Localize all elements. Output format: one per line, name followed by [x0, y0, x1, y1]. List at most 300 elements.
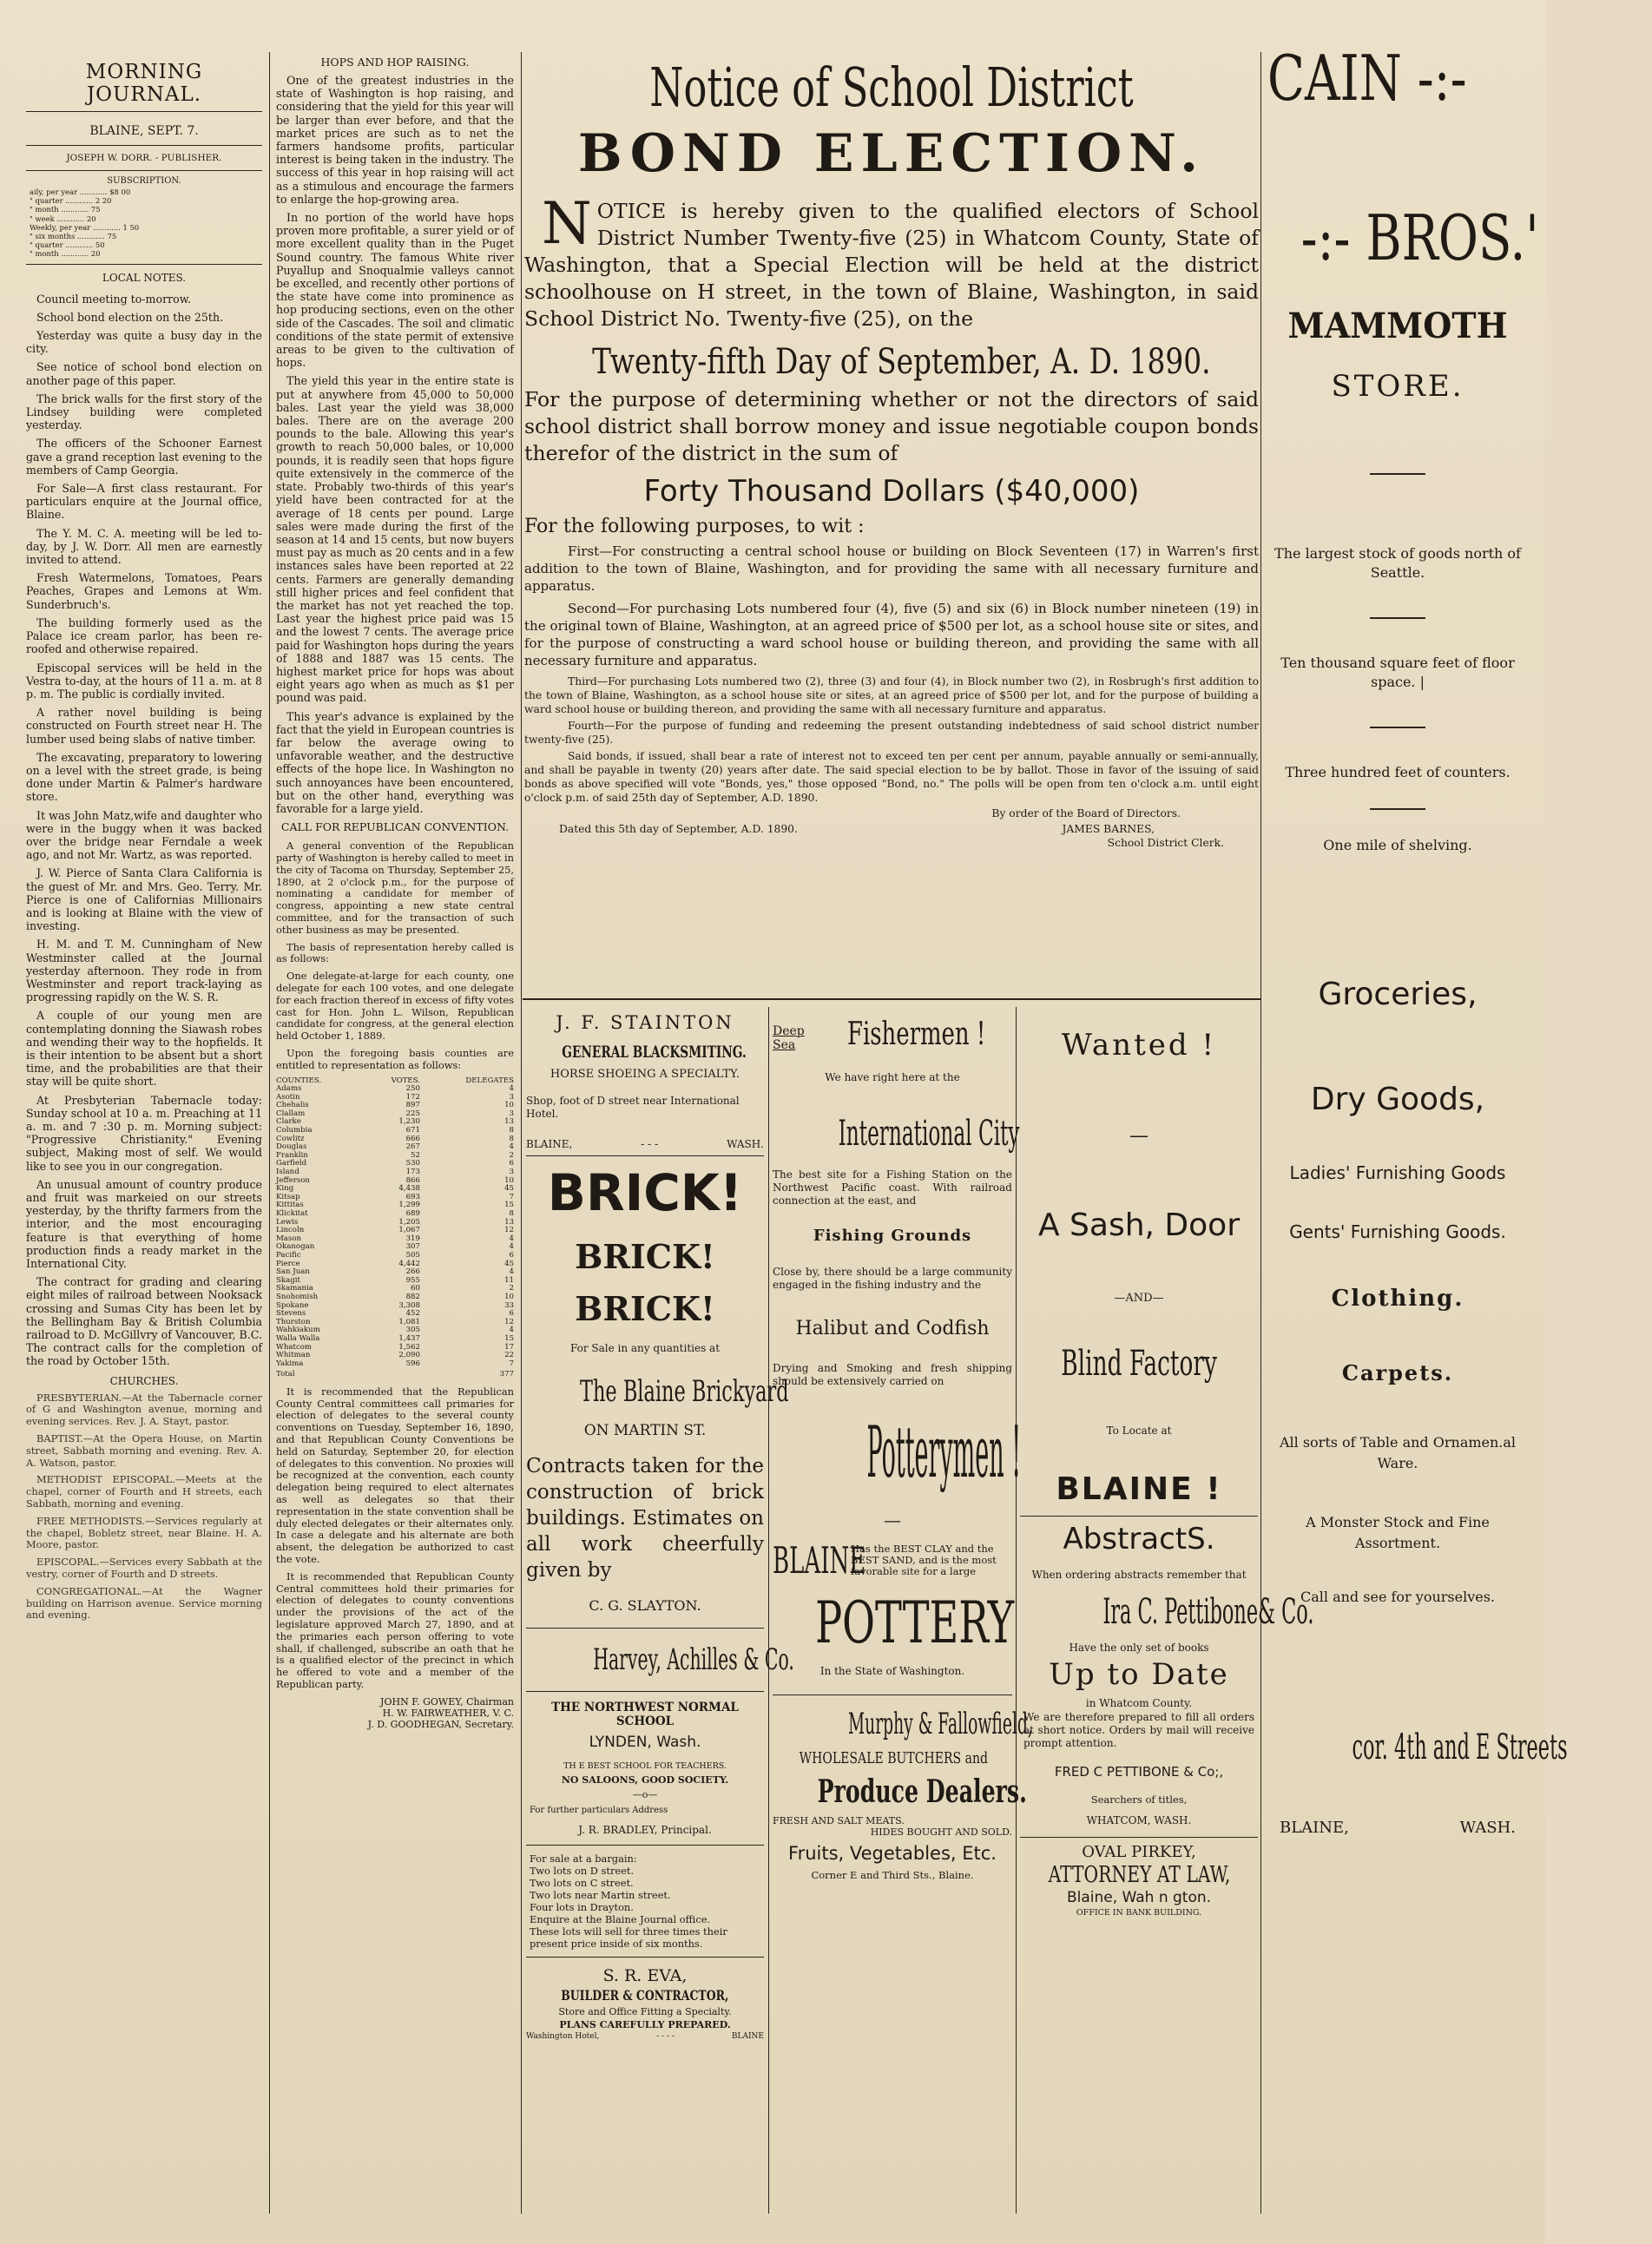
eva-office: Store and Office Fitting a Specialty. — [558, 2006, 732, 2017]
notice-amount: Forty Thousand Dollars ($40,000) — [643, 474, 1140, 509]
table-total-value: 377 — [499, 1370, 514, 1379]
abs-when: When ordering abstracts remember that — [1031, 1569, 1247, 1581]
county-votes: 4,442 — [398, 1259, 420, 1268]
normal-best: TH E BEST SCHOOL FOR TEACHERS. — [563, 1761, 727, 1771]
local-note: H. M. and T. M. Cunningham of New Westminster called at the Journal yesterday afternoon. They rode in from Westminster and report track-laying as progressing rapidly on the W. S. R. — [26, 938, 262, 1004]
brick-sale: For Sale in any quantities at — [569, 1342, 721, 1354]
fish-close: Close by, there should be a large community engaged in the fishing industry and the — [773, 1266, 1012, 1291]
deep-sea: Deep Sea — [773, 1024, 805, 1052]
county-name: Columbia — [276, 1126, 313, 1135]
county-delegates: 4 — [509, 1267, 514, 1277]
to-locate: To Locate at — [1106, 1425, 1172, 1437]
county-name: Garfield — [276, 1159, 307, 1168]
county-name: Okanogan — [276, 1242, 315, 1252]
normal-further: For further particulars Address — [530, 1806, 668, 1815]
cain-heading: CAIN -:- — [1267, 42, 1467, 115]
county-votes: 267 — [405, 1142, 420, 1152]
county-votes: 666 — [405, 1134, 420, 1143]
store: STORE. — [1331, 369, 1464, 404]
local-note: See notice of school bond election on another page of this paper. — [26, 360, 262, 387]
fishermen-heading: Deep Sea Fishermen ! — [773, 1017, 986, 1052]
brickyard: The Blaine Brickyard — [579, 1374, 789, 1409]
county-delegates: 45 — [504, 1259, 514, 1268]
county-votes: 225 — [405, 1109, 420, 1118]
column-rule — [768, 1007, 769, 2214]
stainton-horseshoeing: HORSE SHOEING A SPECIALTY. — [550, 1068, 740, 1081]
county-votes: 1,230 — [398, 1117, 420, 1127]
table-row — [276, 1160, 514, 1168]
county-votes: 172 — [405, 1092, 420, 1102]
county-name: Chehalis — [276, 1101, 309, 1110]
meats: FRESH AND SALT MEATS. — [773, 1815, 905, 1826]
normal-principal: J. R. BRADLEY, Principal. — [578, 1824, 712, 1836]
notice-purpose: For the purpose of determining whether or not the directors of said school district shall borrow money and issue negotiable coupon bonds therefor of the district in the sum of — [524, 387, 1259, 465]
halibut: Halibut and Codfish — [795, 1318, 990, 1339]
county-name: Jefferson — [276, 1175, 310, 1185]
call-paragraph: A general convention of the Republican party of Washington is hereby called to meet in the city of Tacoma on Thursday, September 25, 1890, at 2 o'clock p.m., for the purpose of nominating a candidate for member of congress, appointing a new state central committee, and for the transaction of such other business as may be presented. — [276, 839, 514, 936]
county-votes: 173 — [405, 1168, 420, 1177]
carpets: Carpets. — [1341, 1360, 1454, 1385]
stainton-city: BLAINE, — [526, 1138, 573, 1150]
county-delegates: 22 — [504, 1351, 514, 1360]
rate-line: " month ............ 75 — [30, 205, 101, 214]
local-note: The Y. M. C. A. meeting will be led to-day, by J. W. Dorr. All men are earnestly invited to attend. — [26, 526, 262, 567]
table-row — [276, 1185, 514, 1194]
table-row — [276, 1302, 514, 1311]
call-paragraph: The basis of representation hereby called is as follows: — [276, 940, 514, 965]
county-delegates: 45 — [504, 1184, 514, 1194]
county-delegates: 7 — [509, 1359, 514, 1368]
ladies: Ladies' Furnishing Goods — [1289, 1162, 1506, 1183]
county-name: Adams — [276, 1084, 302, 1094]
county-name: San Juan — [276, 1267, 310, 1277]
subscription-rates — [30, 188, 259, 259]
ten-thousand: Ten thousand square feet of floor space. | — [1280, 655, 1515, 690]
county-delegates: 12 — [504, 1226, 514, 1235]
abs-prepared: We are therefore prepared to fill all orders at short notice. Orders by mail will receive prompt attention. — [1023, 1711, 1254, 1749]
brick-person: C. G. SLAYTON. — [589, 1597, 701, 1614]
county-name: Kitsap — [276, 1192, 300, 1201]
eva-plans: PLANS CAREFULLY PREPARED. — [559, 2019, 731, 2030]
produce: Produce Dealers. — [817, 1773, 1027, 1810]
county-name: Mason — [276, 1234, 302, 1243]
local-note: An unusual amount of country produce and fruit was markeied on our streets yesterday, by the thrifty farmers from the interior, and the most encouraging feature is that everything of home production finds a ready market in the International City. — [26, 1177, 262, 1271]
mammoth: MAMMOTH — [1287, 306, 1508, 346]
county-votes: 319 — [405, 1234, 420, 1243]
table-row — [276, 1152, 514, 1161]
local-note: A rather novel building is being constructed on Fourth street near H. The lumber used being slabs of native timber. — [26, 706, 262, 746]
county-votes: 1,299 — [398, 1201, 420, 1210]
county-delegates: 3 — [509, 1168, 514, 1177]
local-note: The excavating, preparatory to lowering on a level with the street grade, is being done under Martin & Palmer's hardware store. — [26, 750, 262, 804]
call-paragraph: Upon the foregoing basis counties are entitled to representation as follows: — [276, 1046, 514, 1071]
local-note: Yesterday was quite a busy day in the city. — [26, 329, 262, 356]
county-delegates: 13 — [504, 1117, 514, 1127]
county-name: Walla Walla — [276, 1333, 320, 1343]
church-entry: CONGREGATIONAL.—At the Wagner building on Harrison avenue. Service morning and evening. — [26, 1584, 262, 1622]
table-row — [276, 1168, 514, 1177]
local-notes-heading: LOCAL NOTES. — [102, 271, 187, 284]
fruits: Fruits, Vegetables, Etc. — [788, 1843, 997, 1864]
table-row — [276, 1293, 514, 1302]
table-row — [276, 1352, 514, 1360]
county-delegates: 6 — [509, 1309, 514, 1319]
local-note: Episcopal services will be held in the Vestra to-day, at the hours of 11 a. m. at 8 p. m. The public is cordially invited. — [26, 661, 262, 701]
local-note: Council meeting to-morrow. — [36, 292, 191, 306]
bond-notice — [524, 54, 1259, 996]
table-row — [276, 1102, 514, 1110]
county-delegates: 8 — [509, 1209, 514, 1219]
blaine-clay-block — [773, 1539, 1012, 1582]
county-name: Cowlitz — [276, 1134, 305, 1143]
searchers: Searchers of titles, — [1090, 1793, 1188, 1806]
local-note: The officers of the Schooner Earnest gave a grand reception last evening to the members of Camp Georgia. — [26, 437, 262, 477]
murphy: Murphy & Fallowfield, — [848, 1707, 1033, 1741]
normal-title: THE NORTHWEST NORMAL SCHOOL — [551, 1701, 739, 1728]
call-article — [276, 840, 514, 1071]
county-votes: 897 — [405, 1101, 420, 1110]
stainton-shop: Shop, foot of D street near International Hotel. — [526, 1095, 740, 1120]
call-see: Call and see for yourselves. — [1300, 1589, 1496, 1605]
fishing-grounds: Fishing Grounds — [813, 1227, 972, 1245]
hops-article — [276, 74, 514, 815]
county-votes: 266 — [405, 1267, 420, 1277]
notice-dated: Dated this 5th day of September, A.D. 1890. — [559, 823, 798, 835]
and-word: —AND— — [1114, 1292, 1164, 1305]
table-header: DELEGATES — [465, 1076, 514, 1085]
county-votes: 505 — [405, 1250, 420, 1260]
county-delegates: 2 — [509, 1150, 514, 1160]
notice-bonds: Said bonds, if issued, shall bear a rate of interest not to exceed ten per cent per annum, payable annually or semi-annually, and shall be payable in twenty (20) years after date. The said special election to be by ballot. Those in favor of the issuing of said bonds as above specified will vote "Bonds, yes," those opposed "Bond, no." The polls will be open from ten o'clock a.m. until eight o'clock p.m. of said 25th day of September, A.D. 1890. — [524, 750, 1259, 804]
cain-address — [1280, 1819, 1516, 1837]
bargain-ad: For sale at a bargain: Two lots on D street. Two lots on C street. Two lots near Martin street. Four lots in Drayton. Enquire at the Blaine Journal office. These lots will sell for three times their present price inside of six months. — [530, 1852, 727, 1950]
church-entry: METHODIST EPISCOPAL.—Meets at the chapel, corner of Fourth and H streets, each Sabbath, morning and evening. — [26, 1473, 262, 1510]
churches-list — [26, 1392, 262, 1622]
cain-bros-column — [1267, 35, 1568, 2222]
cain-corner: cor. 4th and E Streets — [1352, 1727, 1568, 1767]
county-votes: 4,438 — [398, 1184, 420, 1194]
eva-title: BUILDER & CONTRACTOR, — [561, 1987, 729, 2004]
county-name: Lincoln — [276, 1226, 305, 1235]
brick-contracts: Contracts taken for the construction of brick buildings. Estimates on all work cheerfully given by — [526, 1455, 764, 1582]
eva-separator: - - - - — [656, 2032, 675, 2041]
rate-line: aily, per year ............ $8 00 — [30, 188, 131, 196]
abstracts: AbstractS. — [1063, 1522, 1215, 1556]
rate-line: Weekly, per year ............ 1 50 — [30, 222, 140, 232]
table-row — [276, 1135, 514, 1144]
rule — [1370, 473, 1425, 475]
county-name: Clallam — [276, 1109, 306, 1118]
signer: J. D. GOODHEGAN, Secretary. — [367, 1718, 514, 1730]
eva-hotel: Washington Hotel, — [526, 2032, 600, 2041]
column-rule — [269, 52, 270, 2214]
fish-best: The best site for a Fishing Station on the Northwest Pacific coast. With railroad connection at the east, and — [773, 1168, 1012, 1207]
county-name: King — [276, 1184, 294, 1194]
county-votes: 2,090 — [398, 1351, 420, 1360]
table-row — [276, 1260, 514, 1269]
county-delegates: 4 — [509, 1084, 514, 1094]
county-delegates: 13 — [504, 1217, 514, 1227]
county-name: Asotin — [276, 1092, 300, 1102]
normal-nosaloons: NO SALOONS, GOOD SOCIETY. — [561, 1774, 729, 1786]
brick-street: ON MARTIN ST. — [583, 1422, 707, 1439]
hops-paragraph: In no portion of the world have hops proven more profitable, a surer yield or of more excellent quality than in the Puget Sound country. The famous White river Puyallup and Snoqualmie valleys cannot be excelled, and recently other portions of the state have come into prominence as hop producing sections, even on the other side of the Cascades. The soil and climatic conditions of the state permit of extensive areas to be given to the cultivation of hops. — [276, 211, 514, 370]
notice-second: Second—For purchasing Lots numbered four (4), five (5) and six (6) in Block number nineteen (19) in the original town of Blaine, Washington, at an agreed price of $500 per lot, as a school house site or sites, and for the purpose of constructing a ward school house or building thereon, and providing the same with all necessary furniture and apparatus. — [524, 601, 1259, 668]
section-rule — [523, 998, 1260, 1000]
eva-name: S. R. EVA, — [602, 1966, 688, 1985]
church-entry: BAPTIST.—At the Opera House, on Martin street, Sabbath morning and evening. Rev. A. A. Watson, pastor. — [26, 1432, 262, 1469]
county-votes: 866 — [405, 1175, 420, 1185]
county-name: Yakima — [276, 1359, 304, 1368]
table-row — [276, 1219, 514, 1227]
dry-goods: Dry Goods, — [1310, 1082, 1485, 1117]
pettibone: Ira C. Pettibone& Co. — [1102, 1592, 1314, 1632]
monster: A Monster Stock and Fine Assortment. — [1306, 1514, 1490, 1551]
table-row — [276, 1252, 514, 1260]
eva-city: BLAINE — [731, 2032, 764, 2041]
table-row — [276, 1344, 514, 1352]
local-note: School bond election on the 25th. — [36, 310, 224, 324]
fred: FRED C PETTIBONE & Co;, — [1054, 1764, 1224, 1780]
stainton-blacksmith: GENERAL BLACKSMITING. — [562, 1043, 747, 1062]
hops-paragraph: This year's advance is explained by the fact that the yield in European countries is far below the average owing to unfavorable weather, and the destructive effects of the hope lice. In Washington no such annoyances have been encountered, but on the other hand, everything was favorable for a large yield. — [276, 709, 514, 815]
local-note: A couple of our young men are contemplating donning the Siawash robes and wending their way to the hopfields. It is their intention to be absent but a short time, and the probabilities are that their stay will be quite short. — [26, 1009, 262, 1089]
notice-fourth: Fourth—For the purpose of funding and redeeming the present outstanding indebtedness of said school district number twenty-five (25). — [524, 720, 1259, 746]
county-votes: 530 — [405, 1159, 420, 1168]
potterymen: Potterymen ! — [866, 1412, 1022, 1495]
county-name: Thurston — [276, 1317, 311, 1326]
county-votes: 689 — [405, 1209, 420, 1219]
notice-first: First—For constructing a central school house or building on Block Seventeen (17) in Warren's first addition to the town of Blaine, Washington, and for providing the same with all necessary furniture and apparatus. — [524, 543, 1259, 594]
wholesale: WHOLESALE BUTCHERS and — [799, 1749, 989, 1767]
local-note: Fresh Watermelons, Tomatoes, Pears Peaches, Grapes and Lemons at Wm. Sunderbruch's. — [26, 571, 262, 611]
county-delegates: 17 — [504, 1342, 514, 1352]
notice-following: For the following purposes, to wit : — [524, 516, 865, 537]
rate-line: " month ............ 20 — [30, 249, 101, 259]
county-name: Whatcom — [276, 1342, 313, 1352]
county-delegates: 11 — [504, 1275, 514, 1285]
hops-heading: HOPS AND HOP RAISING. — [320, 56, 470, 69]
drying: Drying and Smoking and fresh shipping should be extensively carried on — [773, 1362, 1012, 1387]
gents: Gents' Furnishing Goods. — [1289, 1221, 1506, 1242]
county-votes: 882 — [405, 1292, 420, 1301]
table-row — [276, 1310, 514, 1319]
notice-third: Third—For purchasing Lots numbered two (2), three (3) and four (4), in Block number two (2), in Rosbrugh's first addition to the town of Blaine, Washington, as a school house site or sites, at an agreed price of $500 per lot, and for the purpose of building a ward school house or building thereon, and providing the same with all necessary furniture and apparatus. — [524, 675, 1259, 715]
county-name: Franklin — [276, 1150, 308, 1160]
notice-title-bond: BOND ELECTION. — [577, 123, 1206, 184]
column-local — [26, 56, 262, 2217]
international-city: International City — [838, 1114, 1020, 1154]
notice-signer-title: School District Clerk. — [1107, 837, 1224, 849]
table-header: COUNTIES. — [276, 1076, 322, 1085]
pottery: POTTERY — [815, 1589, 1015, 1656]
notice-dropcap: N — [542, 190, 592, 257]
table-header: VOTES. — [391, 1076, 420, 1085]
notice-order: By order of the Board of Directors. — [991, 807, 1181, 819]
blind-factory: Blind Factory — [1061, 1344, 1217, 1384]
county-votes: 955 — [405, 1275, 420, 1285]
local-note: It was John Matz,wife and daughter who were in the buggy when it was backed over the bridge near Ferndale a week ago, and not Mr. Wartz, as was reported. — [26, 808, 262, 862]
delegates-table — [276, 1077, 514, 1379]
call-heading: CALL FOR REPUBLICAN CONVENTION. — [280, 820, 510, 834]
county-delegates: 15 — [504, 1333, 514, 1343]
county-delegates: 8 — [509, 1126, 514, 1135]
abs-county: in Whatcom County. — [1085, 1697, 1193, 1709]
normal-dash: —o— — [632, 1789, 658, 1800]
corner: Corner E and Third Sts., Blaine. — [811, 1869, 974, 1881]
pottery-state: In the State of Washington. — [819, 1665, 965, 1677]
county-delegates: 10 — [504, 1292, 514, 1301]
hides: HIDES BOUGHT AND SOLD. — [870, 1826, 1012, 1838]
closing-paragraph: It is recommended that the Republican County Central committees call primaries for election of delegates to the several county conventions on Tuesday, September 16, 1890, and that Republican County Conventions be held on Saturday, September 20, for election of delegates to this convention. No proxies will be recognized at the convention, each county delegation being required to elect alternates as well as delegates so that their representation in the state convention shall be duly elected delegates or their alternates only. In case a delegate and his alternate are both absent, the delegation be authorized to cast the vote. — [276, 1385, 514, 1566]
stainton-state: WASH. — [727, 1138, 764, 1150]
local-note: At Presbyterian Tabernacle today: Sunday school at 10 a. m. Preaching at 11 a. m. and 7 :30 p. m. Morning subject: "Progressive Christianity." Evening subject, Making most of self. We would like to see you in our congregation. — [26, 1093, 262, 1173]
signer: H. W. FAIRWEATHER, V. C. — [382, 1707, 514, 1719]
table-row — [276, 1194, 514, 1202]
rule — [1370, 808, 1425, 810]
table-row — [276, 1243, 514, 1252]
normal-city: LYNDEN, Wash. — [589, 1734, 701, 1751]
hops-paragraph: One of the greatest industries in the state of Washington is hop raising, and considering that the yield for this year will be larger than ever before, and that the market prices are such as to net the farmers handsome profits, particular interest is being taken in the industry. The success of this year in hop raising will act as a stimulous and encourage the farmers to enlarge the hop-growing area. — [276, 74, 514, 206]
county-name: Island — [276, 1168, 299, 1177]
masthead-title: MORNING JOURNAL. — [85, 61, 203, 106]
county-name: Whitman — [276, 1351, 311, 1360]
county-name: Spokane — [276, 1300, 309, 1310]
county-votes: 1,562 — [398, 1342, 420, 1352]
rate-line: " quarter ............ 50 — [30, 240, 105, 250]
local-note: The building formerly used as the Palace ice cream parlor, has been re-roofed and otherwise repaired. — [26, 615, 262, 656]
call-closing — [276, 1386, 514, 1691]
county-delegates: 6 — [509, 1159, 514, 1168]
county-votes: 452 — [405, 1309, 420, 1319]
brick-double: BRICK! BRICK! — [575, 1237, 715, 1328]
table-row — [276, 1335, 514, 1344]
county-votes: 250 — [405, 1084, 420, 1094]
stainton-separator: - - - — [641, 1138, 659, 1150]
table-row — [276, 1210, 514, 1219]
ad-column-b — [773, 1007, 1033, 2214]
bank: OFFICE IN BANK BUILDING. — [1076, 1908, 1202, 1918]
brick-headline: BRICK! — [547, 1163, 743, 1222]
church-entry: FREE METHODISTS.—Services regularly at the chapel, Bobletz street, near Blaine. H. A. Moore, pastor. — [26, 1514, 262, 1551]
cain-wash: WASH. — [1459, 1819, 1516, 1837]
local-note: The contract for grading and clearing eight miles of railroad between Nooksack crossing and Sumas City has been let by the Bellingham Bay & British Columbia railroad to D. McGillvry of Vancouver, B.C. The contract calls for the completion of the road by October 15th. — [26, 1275, 262, 1368]
county-delegates: 4 — [509, 1326, 514, 1335]
notice-signer: JAMES BARNES, — [1062, 823, 1155, 835]
county-votes: 1,081 — [398, 1317, 420, 1326]
county-delegates: 4 — [509, 1142, 514, 1152]
county-name: Douglas — [276, 1142, 307, 1152]
table-row — [276, 1085, 514, 1094]
county-delegates: 6 — [509, 1250, 514, 1260]
table-row — [276, 1227, 514, 1235]
pirkey: OVAL PIRKEY, — [1082, 1843, 1196, 1861]
church-entry: EPISCOPAL.—Services every Sabbath at the vestry, corner of Fourth and D streets. — [26, 1556, 262, 1581]
notice-title: Notice of School District — [649, 56, 1134, 119]
ad-column-c — [1020, 1007, 1314, 2214]
county-delegates: 12 — [504, 1317, 514, 1326]
county-name: Stevens — [276, 1309, 306, 1319]
wanted-dash: — — [1129, 1125, 1149, 1147]
county-votes: 1,067 — [398, 1226, 420, 1235]
county-name: Pacific — [276, 1250, 301, 1260]
county-delegates: 2 — [509, 1284, 514, 1293]
county-delegates: 15 — [504, 1201, 514, 1210]
county-name: Clarke — [276, 1117, 301, 1127]
signer: JOHN F. GOWEY, Chairman — [380, 1695, 514, 1708]
harvey: Harvey, Achilles & Co. — [593, 1642, 794, 1677]
attorney: ATTORNEY AT LAW, — [1048, 1862, 1230, 1888]
county-delegates: 10 — [504, 1101, 514, 1110]
county-name: Lewis — [276, 1217, 299, 1227]
churches-heading: CHURCHES. — [109, 1374, 179, 1387]
county-votes: 596 — [405, 1359, 420, 1368]
subscription-heading: SUBSCRIPTION. — [107, 176, 181, 186]
table-row — [276, 1177, 514, 1186]
table-row — [276, 1127, 514, 1135]
stainton-name: J. F. STAINTON — [556, 1012, 734, 1033]
bros-heading: -:- BROS.' — [1300, 201, 1539, 274]
blaine-locate: BLAINE ! — [1056, 1471, 1222, 1507]
rate-line: " six months ............ 75 — [30, 232, 117, 241]
largest: The largest stock of goods north of Seattle. — [1274, 545, 1521, 581]
column-rule — [1260, 52, 1261, 2214]
county-name: Skamania — [276, 1284, 313, 1293]
cain-blaine: BLAINE, — [1280, 1819, 1349, 1837]
hops-paragraph: The yield this year in the entire state is put at anywhere from 45,000 to 50,000 bales. Last year the yield was 38,000 bales. There are on the average 200 pounds to the bale. Allowing this year's growth to reach 50,000 bales, or 10,000 pounds, it is readily seen that hops figure quite extensively in the commerce of the state. Probably two-thirds of this year's yield have been contracted for at the average of 18 cents per pound. Large sales were made during the first of the season at 14 and 15 cents, but now buyers must pay as much as 20 cents and in a few instances sales have been reported at 22 cents. Farmers are generally demanding still higher prices and feel confident that the market has not yet reached the top. Last year the highest price paid was 15 and the lowest 7 cents. The average price paid for Washington hops during the years of 1888 and 1887 was 15 cents. The highest market price for hops was about eight years ago when as much as $1 per pound was paid. — [276, 374, 514, 705]
column-rule — [1016, 1007, 1017, 2214]
table-row — [276, 1360, 514, 1369]
table-row — [276, 1094, 514, 1102]
table-row — [276, 1201, 514, 1210]
county-name: Skagit — [276, 1275, 300, 1285]
county-votes: 1,437 — [398, 1333, 420, 1343]
county-votes: 1,205 — [398, 1217, 420, 1227]
masthead-dateline: BLAINE, SEPT. 7. — [89, 124, 199, 138]
county-name: Pierce — [276, 1259, 300, 1268]
pirkey-city: Blaine, Wah n gton. — [1066, 1889, 1212, 1906]
county-votes: 60 — [411, 1284, 420, 1293]
one-mile: One mile of shelving. — [1323, 837, 1472, 853]
table-ware: All sorts of Table and Ornamen.al Ware. — [1279, 1434, 1517, 1471]
closing-paragraph: It is recommended that Republican County Central committees hold their primaries for election of delegates to county conventions under the provisions of the act of the legislature approved March 27, 1890, and at the primaries each person offering to vote shall, if challenged, subscribe an oath that he is a qualified elector of the precinct in which he offered to vote and a member of the Republican party. — [276, 1569, 514, 1691]
rate-line: " week ............ 20 — [30, 214, 96, 223]
notice-date: Twenty-fifth Day of September, A. D. 1890. — [592, 342, 1211, 382]
column-hops — [276, 56, 514, 2217]
column-rule — [521, 52, 522, 2214]
county-name: Klickitat — [276, 1209, 308, 1219]
three-hundred: Three hundred feet of counters. — [1285, 764, 1510, 780]
county-votes: 3,308 — [398, 1300, 420, 1310]
county-delegates: 33 — [504, 1300, 514, 1310]
county-delegates: 7 — [509, 1192, 514, 1201]
blaine-big: BLAINE — [773, 1539, 866, 1582]
county-delegates: 4 — [509, 1242, 514, 1252]
notice-intro: N OTICE is hereby given to the qualified electors of School District Number Twenty-five (25) in Whatcom County, State of Washington, that a Special Election will be held at the district schoolhouse on H street, in the town of Blaine, Washington, in said School District No. Twenty-five (25), on the — [524, 190, 1259, 331]
wanted: Wanted ! — [1061, 1028, 1217, 1063]
up-to-date: Up to Date — [1049, 1657, 1229, 1692]
abs-only: Have the only set of books — [1069, 1642, 1209, 1654]
county-delegates: 3 — [509, 1092, 514, 1102]
county-delegates: 4 — [509, 1234, 514, 1243]
table-row — [276, 1268, 514, 1277]
whatcom: WHATCOM, WASH. — [1086, 1814, 1192, 1826]
blaine-clay: Has the BEST CLAY and the BEST SAND, and is the most favorable site for a large — [851, 1543, 997, 1577]
call-signers — [276, 1696, 514, 1730]
county-votes: 52 — [411, 1150, 420, 1160]
local-note: The brick walls for the first story of the Lindsey building were completed yesterday. — [26, 392, 262, 432]
county-votes: 307 — [405, 1242, 420, 1252]
